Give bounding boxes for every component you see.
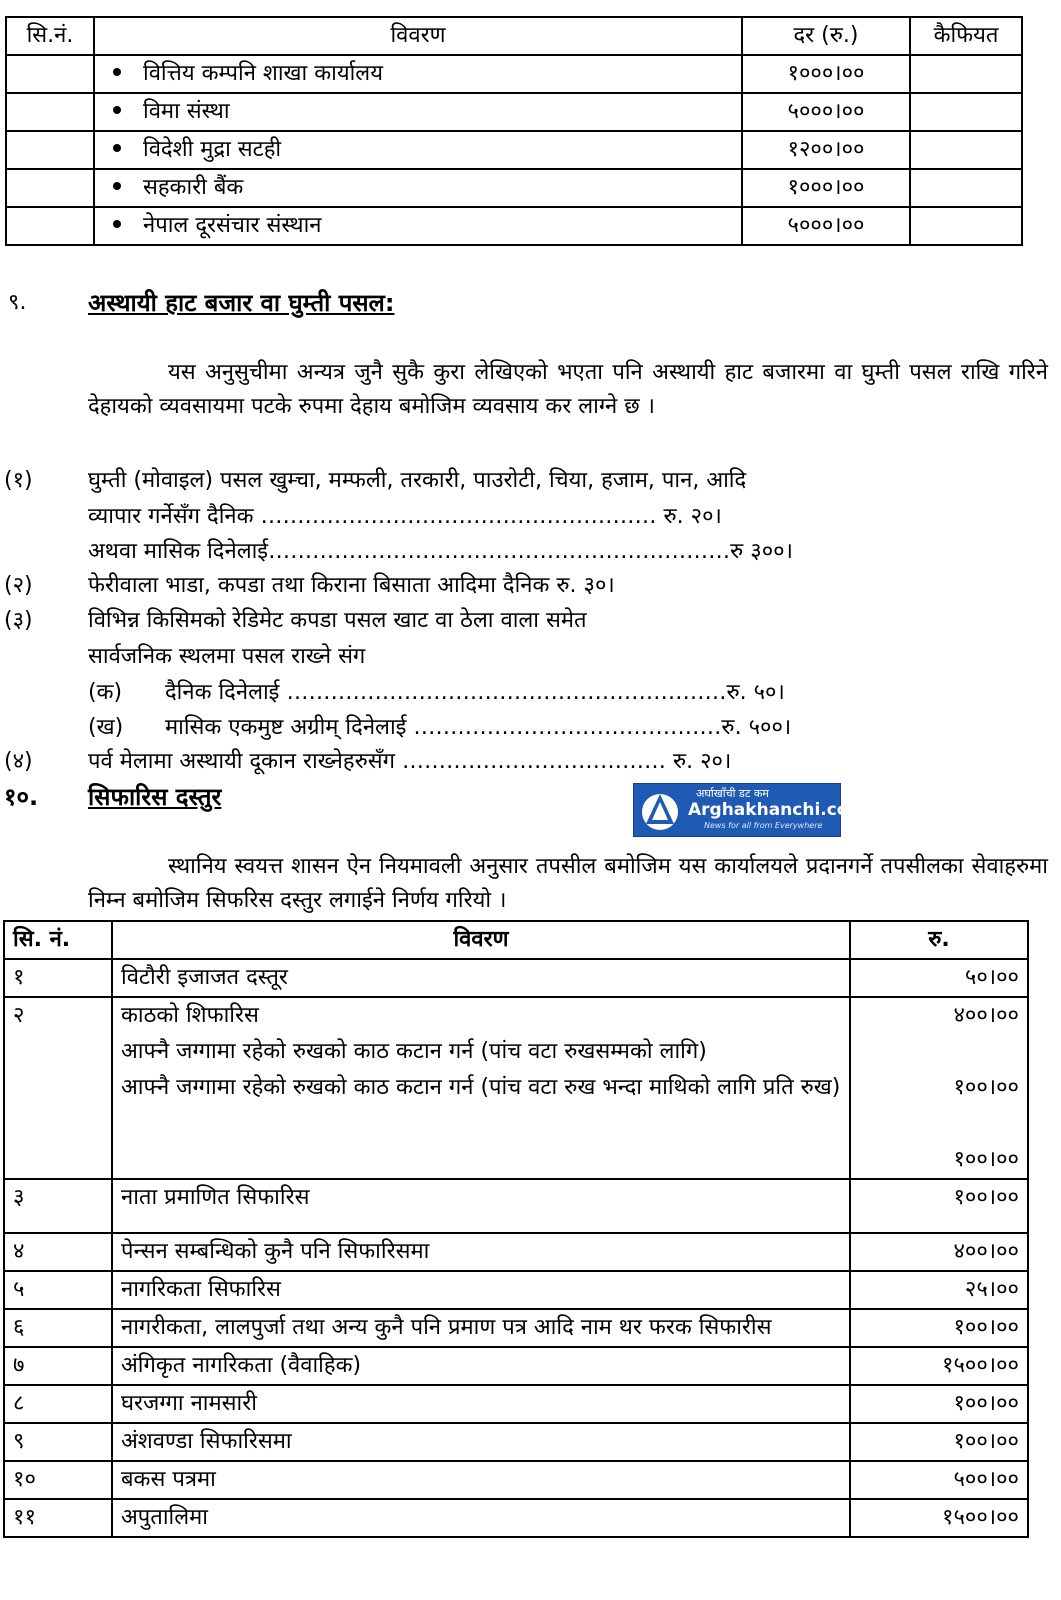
table-row bbox=[4, 1271, 1028, 1309]
bullet-icon bbox=[113, 106, 121, 114]
col-header-remark: कैफियत bbox=[910, 17, 1022, 55]
description-cell: विटौरी इजाजत दस्तूर bbox=[112, 959, 850, 997]
serial-cell: १ bbox=[4, 959, 112, 997]
amount-cell: ४००।०० १००।०० १००।०० bbox=[850, 997, 1028, 1179]
serial-cell: २ bbox=[4, 997, 112, 1179]
item-text: विभिन्न किसिमको रेडिमेट कपडा पसल खाट वा ठेला वाला समेत bbox=[88, 608, 587, 633]
table-header-row bbox=[4, 921, 1028, 959]
description-cell: नाता प्रमाणित सिफारिस bbox=[112, 1179, 850, 1233]
remark-cell bbox=[910, 207, 1022, 245]
rate-cell: १०००।०० bbox=[742, 55, 910, 93]
amount-cell: १००।०० bbox=[850, 1385, 1028, 1423]
description-cell: विमा संस्था bbox=[94, 93, 742, 131]
item-text: सार्वजनिक स्थलमा पसल राख्ने संग bbox=[88, 644, 366, 669]
description-cell: घरजग्गा नामसारी bbox=[112, 1385, 850, 1423]
section-10-title: सिफारिस दस्तुर bbox=[88, 783, 222, 811]
serial-cell bbox=[6, 55, 94, 93]
recommendation-fee-table bbox=[3, 920, 1029, 1538]
logo-nepali-text: अर्घाखाँची डट कम bbox=[696, 787, 769, 800]
col-header-rate: दर (रु.) bbox=[742, 17, 910, 55]
serial-cell bbox=[6, 131, 94, 169]
serial-cell: ४ bbox=[4, 1233, 112, 1271]
serial-cell: ६ bbox=[4, 1309, 112, 1347]
section-10-intro: स्थानिय स्वयत्त शासन ऐन नियमावली अनुसार तपसील बमोजिम यस कार्यालयले प्रदानगर्ने तपसीलका सेवाहरुमा निम्न बमोजिम सिफरिस दस्तुर लगाईने निर्णय गरियो । bbox=[88, 854, 1048, 913]
description-cell: वित्तिय कम्पनि शाखा कार्यालय bbox=[94, 55, 742, 93]
table-row bbox=[6, 93, 1022, 131]
description-cell: सहकारी बैंक bbox=[94, 169, 742, 207]
amount-cell: १००।०० bbox=[850, 1179, 1028, 1233]
table-row bbox=[4, 1309, 1028, 1347]
serial-cell: ११ bbox=[4, 1499, 112, 1537]
serial-cell: ७ bbox=[4, 1347, 112, 1385]
serial-cell: १० bbox=[4, 1461, 112, 1499]
col-header-description: विवरण bbox=[112, 921, 850, 959]
col-header-description: विवरण bbox=[94, 17, 742, 55]
table-row bbox=[6, 55, 1022, 93]
col-header-amount: रु. bbox=[850, 921, 1028, 959]
description-cell: अपुतालिमा bbox=[112, 1499, 850, 1537]
serial-cell bbox=[6, 169, 94, 207]
serial-cell bbox=[6, 93, 94, 131]
col-header-serial: सि. नं. bbox=[4, 921, 112, 959]
table-row bbox=[4, 1499, 1028, 1537]
rate-cell: ५०००।०० bbox=[742, 93, 910, 131]
table-row bbox=[4, 1423, 1028, 1461]
mountain-icon bbox=[640, 788, 680, 832]
serial-cell: ५ bbox=[4, 1271, 112, 1309]
remark-cell bbox=[910, 169, 1022, 207]
col-header-serial: सि.नं. bbox=[6, 17, 94, 55]
section-9-intro: यस अनुसुचीमा अन्यत्र जुनै सुकै कुरा लेखिएको भएता पनि अस्थायी हाट बजारमा वा घुम्ती पसल राखि गरिने देहायको व्यवसायमा पटके रुपमा देहाय बमोजिम व्यवसाय कर लाग्ने छ । bbox=[88, 360, 1048, 419]
logo-tagline: News for all from Everywhere bbox=[704, 821, 823, 830]
description-cell: नागरिकता सिफारिस bbox=[112, 1271, 850, 1309]
item-text: घुम्ती (मोवाइल) पसल खुम्चा, मम्फली, तरकारी, पाउरोटी, चिया, हजाम, पान, आदि bbox=[88, 468, 747, 493]
bullet-icon bbox=[113, 182, 121, 190]
serial-cell: ८ bbox=[4, 1385, 112, 1423]
sub-item-text: मासिक एकमुष्ट अग्रीम् दिनेलाई ……………………………………रु. ५००। bbox=[165, 715, 792, 740]
table-row bbox=[6, 131, 1022, 169]
description-cell: काठको शिफारिस आफ्नै जग्गामा रहेको रुखको काठ कटान गर्न (पांच वटा रुखसम्मको लागि) आफ्नै जग्गामा रहेको रुखको काठ कटान गर्न (पांच वटा रुख भन्दा माथिको लागि प्रति रुख) bbox=[112, 997, 850, 1179]
table-row bbox=[4, 1385, 1028, 1423]
section-9-title: अस्थायी हाट बजार वा घुम्ती पसल: bbox=[88, 289, 395, 317]
bullet-icon bbox=[113, 68, 121, 76]
amount-cell: ५०।०० bbox=[850, 959, 1028, 997]
section-9-number: ९. bbox=[8, 290, 27, 315]
amount-cell: १००।०० bbox=[850, 1423, 1028, 1461]
description-cell: विदेशी मुद्रा सटही bbox=[94, 131, 742, 169]
item-number: (१) bbox=[4, 468, 33, 493]
item-text: फेरीवाला भाडा, कपडा तथा किराना बिसाता आदिमा दैनिक रु. ३०। bbox=[88, 573, 615, 598]
serial-cell bbox=[6, 207, 94, 245]
logo-site-name: Arghakhanchi.com bbox=[688, 800, 867, 820]
amount-cell: ४००।०० bbox=[850, 1233, 1028, 1271]
description-cell: नागरीकता, लालपुर्जा तथा अन्य कुनै पनि प्रमाण पत्र आदि नाम थर फरक सिफारीस bbox=[112, 1309, 850, 1347]
remark-cell bbox=[910, 55, 1022, 93]
item-number: (४) bbox=[4, 749, 33, 774]
table-row bbox=[4, 1347, 1028, 1385]
rate-cell: १२००।०० bbox=[742, 131, 910, 169]
item-number: (३) bbox=[4, 608, 33, 633]
rate-cell: १०००।०० bbox=[742, 169, 910, 207]
rate-cell: ५०००।०० bbox=[742, 207, 910, 245]
item-number: (२) bbox=[4, 573, 33, 598]
description-cell: अंशवण्डा सिफारिसमा bbox=[112, 1423, 850, 1461]
sub-item-number: (ख) bbox=[88, 715, 124, 740]
table-row bbox=[4, 959, 1028, 997]
table-row bbox=[4, 1233, 1028, 1271]
arghakhanchi-logo bbox=[633, 783, 867, 837]
remark-cell bbox=[910, 93, 1022, 131]
table-row bbox=[6, 169, 1022, 207]
amount-cell: १००।०० bbox=[850, 1309, 1028, 1347]
amount-cell: ५००।०० bbox=[850, 1461, 1028, 1499]
serial-cell: ३ bbox=[4, 1179, 112, 1233]
item-text: व्यापार गर्नेसँग दैनिक ……………………………………………… रु. २०। bbox=[88, 504, 722, 529]
table-row bbox=[4, 1461, 1028, 1499]
amount-cell: २५।०० bbox=[850, 1271, 1028, 1309]
table-row bbox=[4, 1179, 1028, 1233]
amount-cell: १५००।०० bbox=[850, 1347, 1028, 1385]
serial-cell: ९ bbox=[4, 1423, 112, 1461]
description-cell: अंगिकृत नागरिकता (वैवाहिक) bbox=[112, 1347, 850, 1385]
section-10-number: १०. bbox=[4, 783, 39, 811]
item-text: अथवा मासिक दिनेलाई………………………………………………………रु ३००। bbox=[88, 539, 793, 564]
description-cell: पेन्सन सम्बन्धिको कुनै पनि सिफारिसमा bbox=[112, 1233, 850, 1271]
bullet-icon bbox=[113, 220, 121, 228]
description-cell: बकस पत्रमा bbox=[112, 1461, 850, 1499]
remark-cell bbox=[910, 131, 1022, 169]
table-header-row bbox=[6, 17, 1022, 55]
table-row bbox=[4, 997, 1028, 1179]
bullet-icon bbox=[113, 144, 121, 152]
item-text: पर्व मेलामा अस्थायी दूकान राख्नेहरुसँग ……………………………… रु. २०। bbox=[88, 749, 732, 774]
sub-item-number: (क) bbox=[88, 680, 123, 705]
table-row bbox=[6, 207, 1022, 245]
amount-cell: १५००।०० bbox=[850, 1499, 1028, 1537]
description-cell: नेपाल दूरसंचार संस्थान bbox=[94, 207, 742, 245]
rate-table bbox=[5, 16, 1023, 246]
sub-item-text: दैनिक दिनेलाई ……………………………………………………रु. ५०। bbox=[165, 680, 785, 705]
